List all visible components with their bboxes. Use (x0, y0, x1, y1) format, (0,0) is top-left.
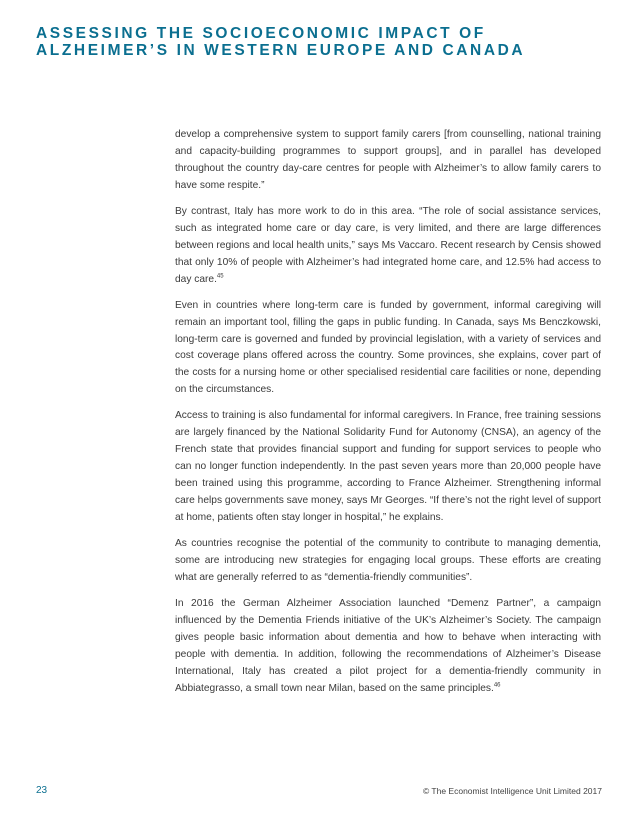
article-body (175, 127, 601, 707)
paragraph-1 (175, 127, 601, 195)
footnote-ref-46: 46 (493, 682, 501, 689)
header-title-line-2: ALZHEIMER’S IN WESTERN EUROPE AND CANADA (36, 42, 526, 59)
footnote-ref-45: 45 (216, 273, 224, 280)
paragraph-3 (175, 298, 601, 399)
paragraph-2 (175, 204, 601, 289)
paragraph-6 (175, 596, 601, 697)
paragraph-4 (175, 408, 601, 526)
paragraph-5 (175, 536, 601, 587)
header-title-line-1: ASSESSING THE SOCIOECONOMIC IMPACT OF (36, 25, 486, 42)
paragraph-2-text: By contrast, Italy has more work to do in this area. “The role of social assistance services, such as integrated home care or day care, is very limited, and there are large differences between regions and local health units,” says Ms Vaccaro. Recent research by Censis showed that only 10% of people with Alzheimer’s had integrated home care, and 12.5% had access to day care. (175, 205, 601, 285)
paragraph-5-text: As countries recognise the potential of the community to contribute to managing dementia, some are introducing new strategies for engaging local groups. These efforts are creating what are generally referred to as “dementia-friendly communities”. (175, 538, 601, 583)
paragraph-1-text: develop a comprehensive system to support family carers [from counselling, national training and capacity-building programmes to support groups], and in parallel has developed throughout the country day-care centres for people with Alzheimer’s to allow family carers to have some respite.” (175, 129, 601, 191)
paragraph-6-text: In 2016 the German Alzheimer Association launched “Demenz Partner”, a campaign influenced by the Dementia Friends initiative of the UK’s Alzheimer’s Society. The campaign gives people basic information about dementia and how to behave when interacting with people with dementia. In addition, following the recommendations of Alzheimer’s Disease International, Italy has created a pilot project for a dementia-friendly community in Abbiategrasso, a small town near Milan, based on the same principles. (175, 598, 601, 694)
copyright-notice: © The Economist Intelligence Unit Limited 2017 (422, 786, 602, 796)
paragraph-3-text: Even in countries where long-term care is funded by government, informal caregiving will remain an important tool, filling the gaps in public funding. In Canada, says Ms Benczkowski, long-term care is governed and funded by provincial legislation, with a variety of services and cost coverage plans offered across the country. Some provinces, she explains, cover part of the costs for a nursing home or other specialised residential care facilities or none, depending on the circumstances. (175, 299, 601, 396)
report-header (36, 25, 616, 59)
page-number: 23 (36, 785, 48, 796)
paragraph-4-text: Access to training is also fundamental for informal caregivers. In France, free training sessions are largely financed by the National Solidarity Fund for Autonomy (CNSA), an agency of the French state that provides financial support and funding for support services to people who can no longer function independently. In the past seven years more than 20,000 people have been trained using this programme, according to France Alzheimer. Strengthening informal care helps governments save money, says Mr Georges. “If there’s not the right level of support at home, patients often stay longer in hospital,” he explains. (175, 410, 601, 523)
